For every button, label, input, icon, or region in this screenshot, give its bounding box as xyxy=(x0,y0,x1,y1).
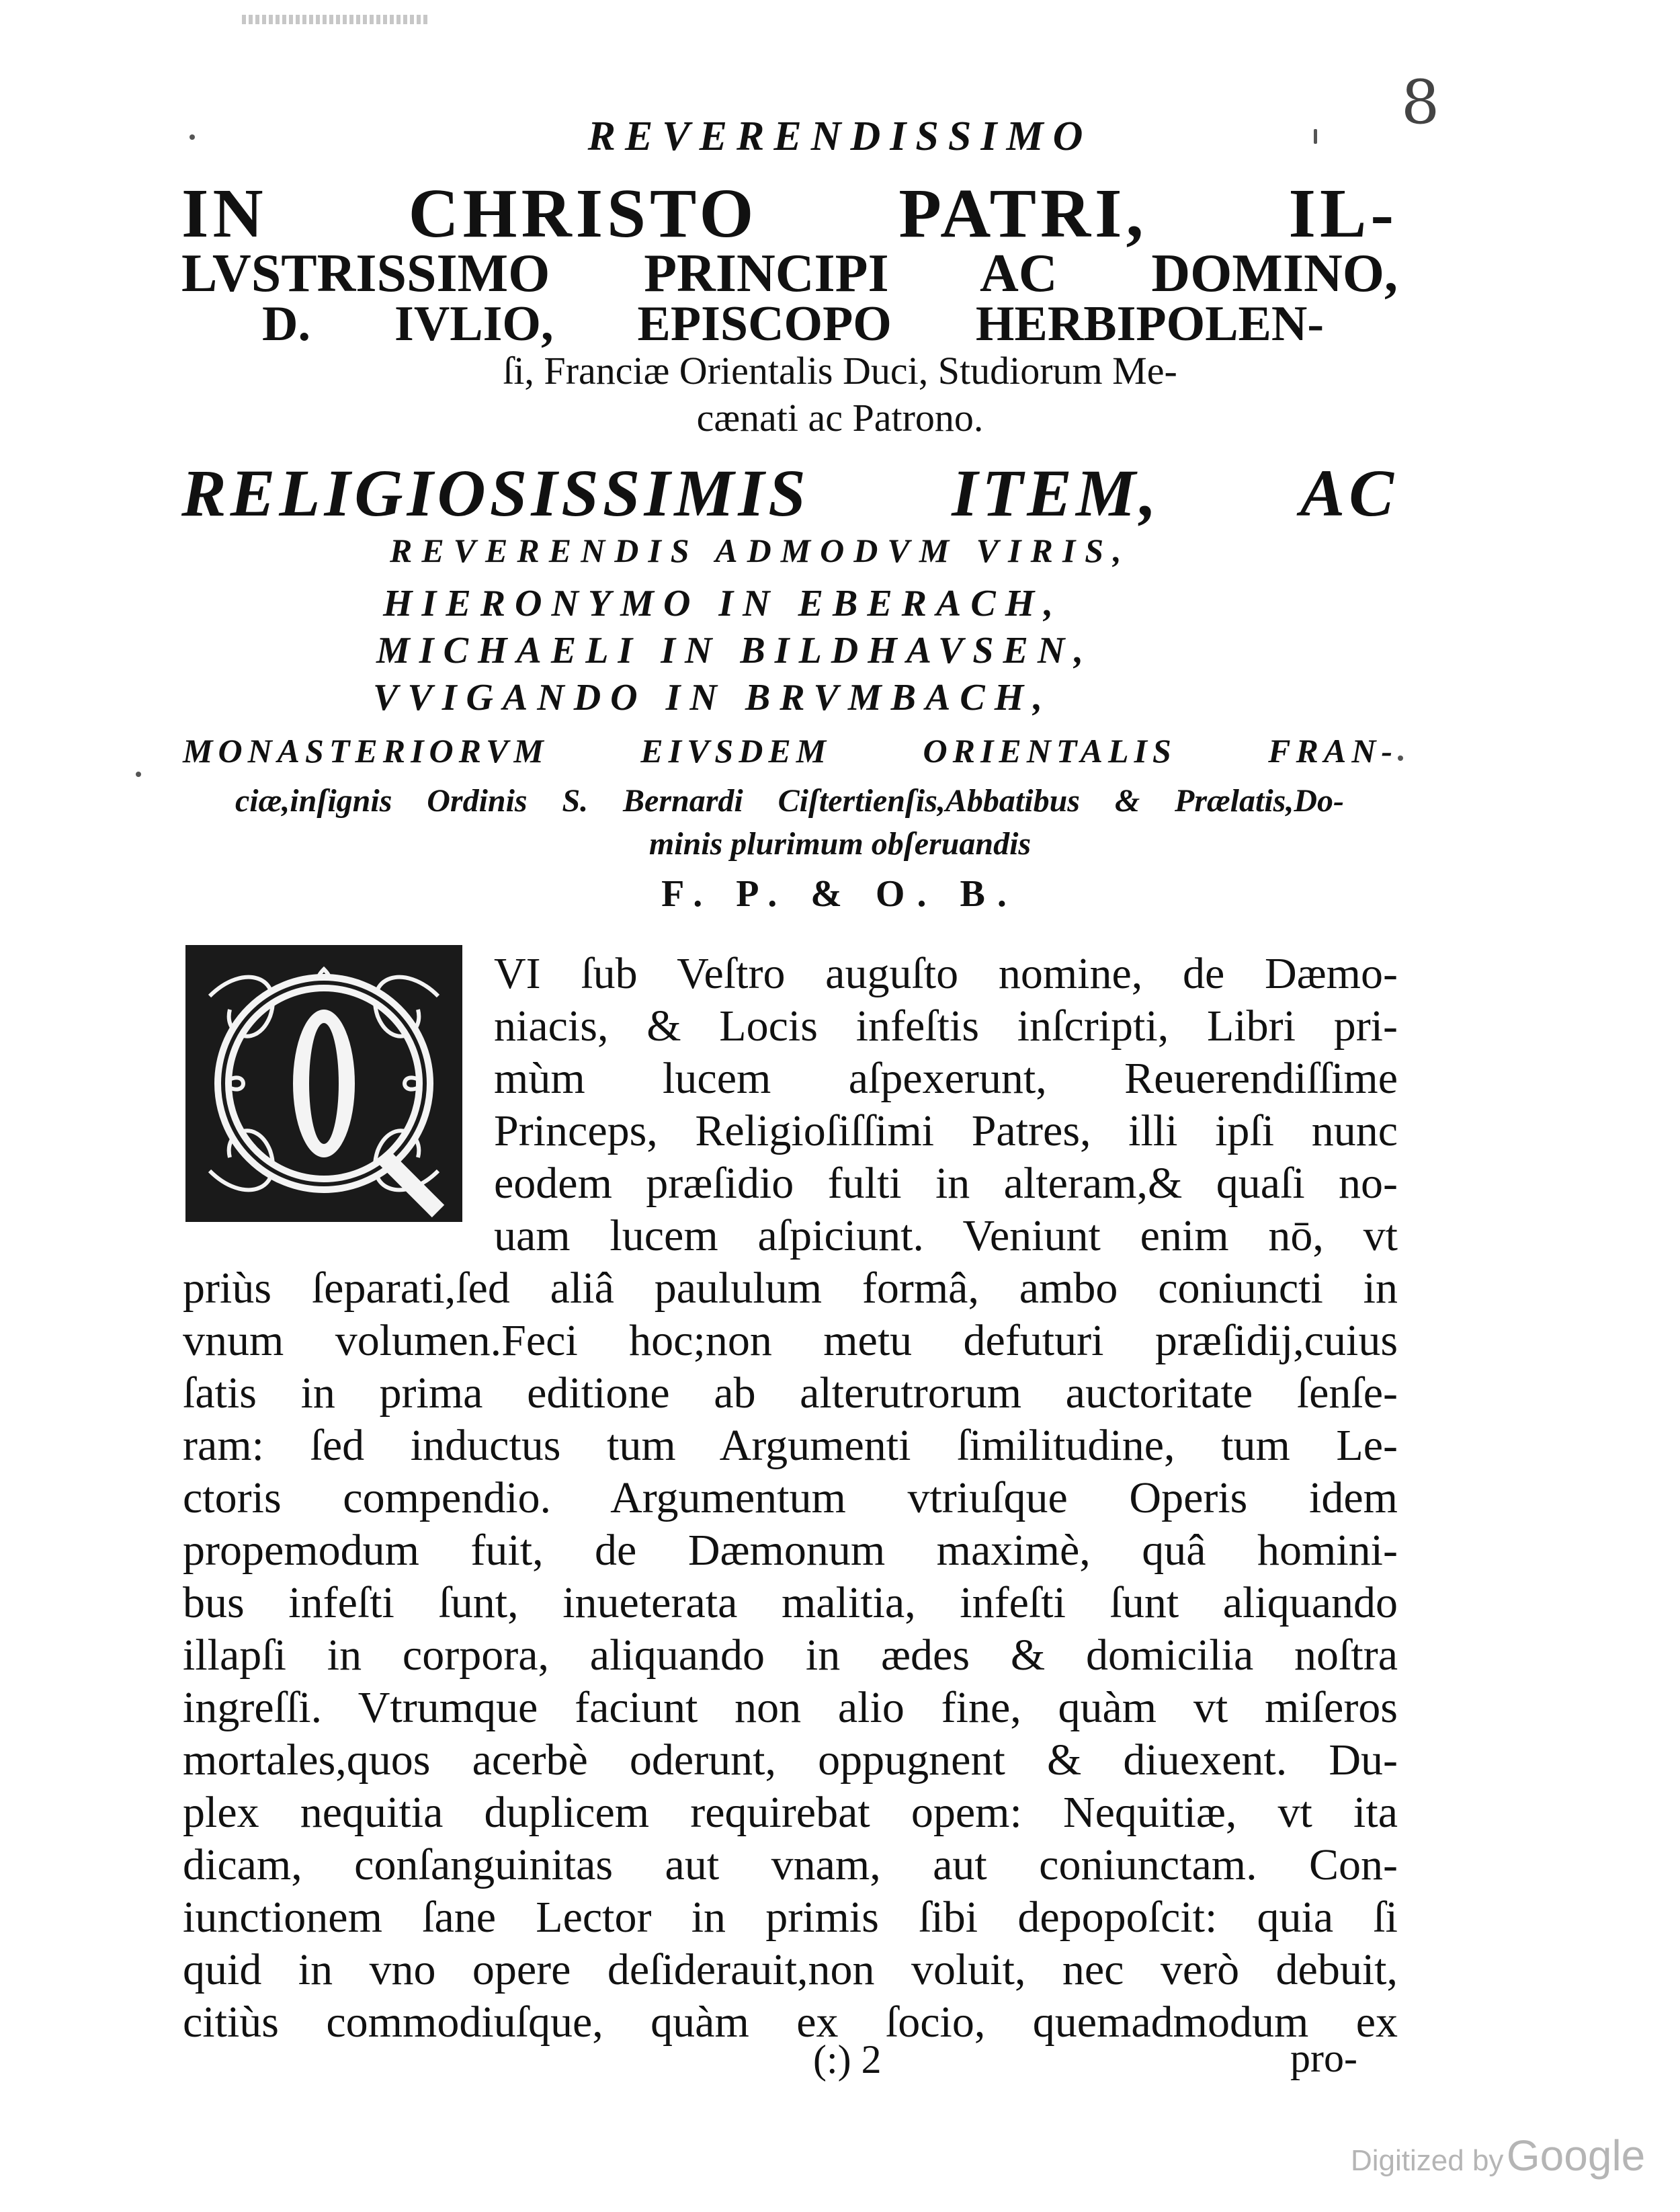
dedication-line: cænati ac Patrono. xyxy=(696,396,984,440)
body-line: quid in vno opere deſiderauit,non voluit, nec verò debuit, xyxy=(183,1945,1398,1994)
addressee-line: HIERONYMO IN EBERACH, xyxy=(383,583,1063,624)
body-line: iunctionem ſane Lector in primis ſibi depopoſcit: quia ſi xyxy=(183,1893,1398,1942)
drop-cap-letter: Q xyxy=(323,1086,325,1087)
dedication-line: ſi, Franciæ Orientalis Duci, Studiorum Me- xyxy=(503,349,1177,393)
digitized-credit xyxy=(1351,2131,1645,2180)
heading-iulio-episcopo: D. IVLIO, EPISCOPO HERBIPOLEN- xyxy=(262,296,1324,352)
catchword: pro- xyxy=(1290,2036,1357,2080)
body-line: plex nequitia duplicem requirebat opem: Nequitiæ, vt ita xyxy=(183,1788,1398,1837)
google-logo: Google xyxy=(1506,2131,1646,2180)
addressee-line: VVIGANDO IN BRVMBACH, xyxy=(373,677,1052,719)
addressee-line: MICHAELI IN BILDHAVSEN, xyxy=(376,630,1093,671)
body-line: ctoris compendio. Argumentum vtriuſque Operis idem xyxy=(183,1473,1398,1522)
handwritten-folio-mark: 8 xyxy=(1401,67,1440,138)
signature-mark: (:) 2 xyxy=(813,2037,882,2082)
ink-speck xyxy=(136,772,141,777)
body-line: ram: ſed inductus tum Argumenti ſimilitudine, tum Le- xyxy=(183,1421,1398,1470)
addressee-line: REVERENDIS ADMODVM VIRIS, xyxy=(390,532,1131,569)
body-line: ſatis in prima editione ab alterutrorum auctoritate ſenſe- xyxy=(183,1368,1398,1418)
body-line: mùm lucem aſpexerunt, Reuerendiſſime xyxy=(494,1054,1398,1103)
body-line: eodem præſidio fulti in alteram,& quaſi no- xyxy=(494,1159,1398,1208)
body-line: bus infeſti ſunt, inueterata malitia, infeſti ſunt aliquando xyxy=(183,1578,1398,1627)
body-line: mortales,quos acerbè oderunt, oppugnent & diuexent. Du- xyxy=(183,1735,1398,1785)
heading-reverendissimo: REVERENDISSIMO xyxy=(587,114,1093,159)
body-line: uam lucem aſpiciunt. Veniunt enim nō, vt xyxy=(494,1211,1398,1260)
heading-religiosissimis: RELIGIOSISSIMIS ITEM, AC xyxy=(181,456,1398,530)
body-line: propemodum fuit, de Dæmonum maximè, quâ homini- xyxy=(183,1526,1398,1575)
drop-cap-ornament-icon xyxy=(183,942,465,1225)
monasteries-line: ciæ,inſignis Ordinis S. Bernardi Ciſtertienſis,Abbatibus & Prælatis,Do- xyxy=(235,783,1344,819)
body-line: illapſi in corpora, aliquando in ædes & domicilia noſtra xyxy=(183,1631,1398,1680)
ornamental-drop-cap xyxy=(183,942,465,1225)
monasteries-line: MONASTERIORVM EIVSDEM ORIENTALIS FRAN- xyxy=(183,732,1398,770)
body-line: vnum volumen.Feci hoc;non metu defuturi præſidij,cuius xyxy=(183,1316,1398,1365)
digitized-credit-prefix: Digitized by xyxy=(1351,2144,1504,2177)
body-line: niacis, & Locis infeſtis inſcripti, Libri pri- xyxy=(494,1001,1398,1051)
monasteries-line: minis plurimum obſeruandis xyxy=(648,826,1032,862)
heading-in-christo-patri: IN CHRISTO PATRI, IL- xyxy=(181,175,1398,252)
ink-speck xyxy=(1398,755,1403,761)
body-line: citiùs commodiuſque, quàm ex ſocio, quemadmodum ex xyxy=(183,1998,1398,2047)
heading-illustrissimo-principi: LVSTRISSIMO PRINCIPI AC DOMINO, xyxy=(181,244,1398,303)
sender-initials: F. P. & O. B. xyxy=(661,873,1019,915)
top-edge-smudge xyxy=(242,15,430,24)
body-line: dicam, conſanguinitas aut vnam, aut coniunctam. Con- xyxy=(183,1840,1398,1889)
body-line: priùs ſeparati,ſed aliâ paululum formâ, ambo coniuncti in xyxy=(183,1264,1398,1313)
body-line: ingreſſi. Vtrumque faciunt non alio fine, quàm vt miſeros xyxy=(183,1683,1398,1732)
body-line: VI ſub Veſtro auguſto nomine, de Dæmo- xyxy=(494,949,1398,998)
body-line: Princeps, Religioſiſſimi Patres, illi ipſi nunc xyxy=(494,1106,1398,1155)
